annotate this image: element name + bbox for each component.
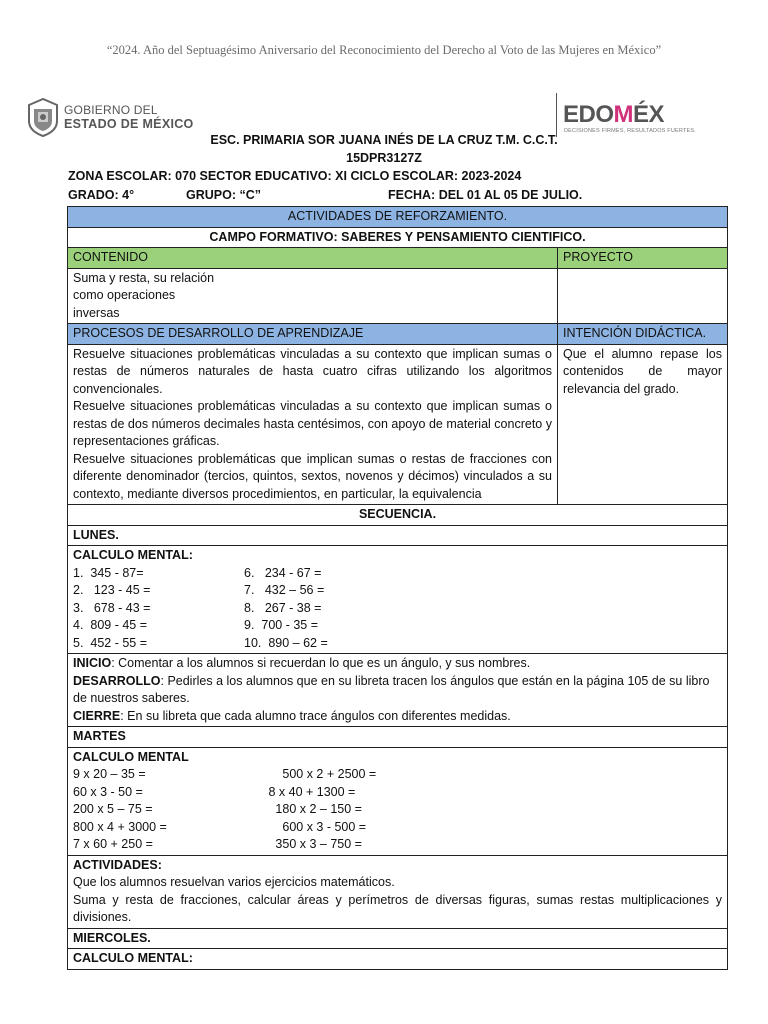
edomex-logo (556, 93, 706, 137)
procesos-header: PROCESOS DE DESARROLLO DE APRENDIZAJE (68, 324, 558, 345)
contenido-line: inversas (73, 305, 120, 320)
exercise: 10. 890 – 62 = (244, 635, 328, 650)
proceso-item: Resuelve situaciones problemáticas vinculadas a su contexto que implican sumas o restas de dos números decimales hasta centésimos, con apoyo de material concreto y representaciones gráficas. (73, 399, 552, 448)
edomex-wordmark (563, 103, 664, 127)
calculo-col-1 (73, 565, 244, 653)
calculo-columns (73, 565, 722, 653)
planning-table (67, 206, 727, 970)
lunes-actividades-cell (68, 654, 728, 727)
proceso-item: Resuelve situaciones problemáticas vinculadas a su contexto que implican sumas o restas de números naturales de hasta cuatro cifras utilizando los algoritmos convencionales. (73, 346, 552, 396)
gobierno-logo-line2: ESTADO DE MÉXICO (64, 117, 194, 131)
desarrollo-text: : Pedirles a los alumnos que en su libreta tracen los ángulos que están en la página 105 de su libro de nuestros saberes. (73, 673, 710, 705)
martes-calculo-cell (68, 747, 728, 855)
edomex-word-post: ÉX (633, 101, 665, 128)
zona-escolar: ZONA ESCOLAR: 070 SECTOR EDUCATIVO: XI CICLO ESCOLAR: 2023-2024 (68, 169, 522, 183)
calculo-col-2 (265, 766, 376, 854)
school-name: ESC. PRIMARIA SOR JUANA INÉS DE LA CRUZ T.M. C.C.T. (210, 133, 558, 147)
inicio-line (73, 655, 722, 673)
inicio-text: : Comentar a los alumnos si recuerdan lo que es un ángulo, y sus nombres. (111, 656, 531, 670)
desarrollo-label: DESARROLLO (73, 673, 161, 688)
gobierno-logo (26, 97, 194, 137)
procesos-cell (68, 344, 558, 505)
logo-divider (556, 93, 557, 137)
state-seal-icon (26, 97, 60, 137)
exercise: 6. 234 - 67 = (244, 565, 322, 580)
grupo: GRUPO: “C” (186, 188, 261, 202)
calculo-title: CALCULO MENTAL: (73, 548, 193, 562)
actividad-line: Suma y resta de fracciones, calcular áreas y perímetros de diversas figuras, sumas restas multiplicaciones y divisiones. (73, 892, 722, 924)
grado: GRADO: 4° (68, 188, 135, 202)
inicio-label: INICIO (73, 656, 112, 670)
proceso-item: Resuelve situaciones problemáticas que implican sumas o restas de fracciones con diferente denominador (tercios, quintos, sextos, novenos y décimos) vinculados a su contexto, mediante diversos procedimientos, en particular, la equivalencia (73, 451, 552, 501)
lunes-calculo-cell (68, 546, 728, 654)
martes-actividades-cell (68, 855, 728, 928)
contenido-line: Suma y resta, su relación (73, 270, 215, 285)
edomex-tagline: DECISIONES FIRMES, RESULTADOS FUERTES. (564, 128, 696, 134)
miercoles-header: MIERCOLES. (68, 928, 728, 949)
martes-header: MARTES (68, 727, 728, 748)
exercise: 500 x 2 + 2500 = (265, 767, 377, 781)
lunes-header: LUNES. (68, 525, 728, 546)
cierre-label: CIERRE (73, 708, 121, 723)
secuencia-header: SECUENCIA. (68, 505, 728, 526)
exercise: 600 x 3 - 500 = (265, 819, 367, 834)
contenido-cell (68, 268, 558, 324)
commemorative-motto: “2024. Año del Septuagésimo Aniversario del Reconocimiento del Derecho al Voto de las Mujeres en México” (106, 43, 662, 57)
calculo-col-2 (244, 565, 328, 653)
exercise: 4. 809 - 45 = (73, 618, 148, 632)
cierre-line (73, 708, 722, 726)
gobierno-logo-line1: GOBIERNO DEL (64, 103, 158, 117)
exercise: 180 x 2 – 150 = (265, 802, 362, 816)
calculo-columns (73, 766, 722, 854)
cierre-text: : En su libreta que cada alumno trace ángulos con diferentes medidas. (120, 708, 511, 723)
actividad-line: Que los alumnos resuelvan varios ejercicios matemáticos. (73, 875, 395, 889)
intencion-header: INTENCIÓN DIDÁCTICA. (558, 324, 728, 345)
campo-formativo: CAMPO FORMATIVO: SABERES Y PENSAMIENTO CIENTIFICO. (68, 227, 728, 248)
exercise: 7. 432 – 56 = (244, 583, 325, 597)
exercise: 8. 267 - 38 = (244, 600, 322, 615)
desarrollo-line (73, 673, 722, 708)
exercise: 350 x 3 – 750 = (265, 837, 362, 851)
contenido-line: como operaciones (73, 288, 176, 302)
exercise: 60 x 3 - 50 = (73, 784, 143, 799)
edomex-word-m: M (613, 101, 634, 128)
exercise: 7 x 60 + 250 = (73, 837, 153, 851)
proyecto-cell (558, 268, 728, 324)
exercise: 2. 123 - 45 = (73, 583, 151, 597)
exercise: 800 x 4 + 3000 = (73, 819, 167, 834)
edomex-word-pre: EDO (563, 101, 614, 128)
exercise: 5. 452 - 55 = (73, 635, 148, 650)
exercise: 3. 678 - 43 = (73, 600, 151, 615)
fecha: FECHA: DEL 01 AL 05 DE JULIO. (388, 188, 583, 202)
exercise: 9. 700 - 35 = (244, 618, 319, 632)
intencion-cell: Que el alumno repase los contenidos de mayor relevancia del grado. (558, 344, 728, 505)
exercise: 9 x 20 – 35 = (73, 767, 146, 781)
table-title: ACTIVIDADES DE REFORZAMIENTO. (68, 207, 728, 228)
contenido-header: CONTENIDO (68, 248, 558, 269)
calculo-title: CALCULO MENTAL (73, 749, 189, 764)
exercise: 1. 345 - 87= (73, 565, 144, 580)
actividades-title: ACTIVIDADES: (73, 857, 162, 872)
miercoles-calculo-title: CALCULO MENTAL: (68, 949, 728, 970)
exercise: 8 x 40 + 1300 = (265, 784, 356, 799)
exercise: 200 x 5 – 75 = (73, 802, 153, 816)
school-cct: 15DPR3127Z (346, 151, 422, 165)
calculo-col-1 (73, 766, 265, 854)
proyecto-header: PROYECTO (558, 248, 728, 269)
